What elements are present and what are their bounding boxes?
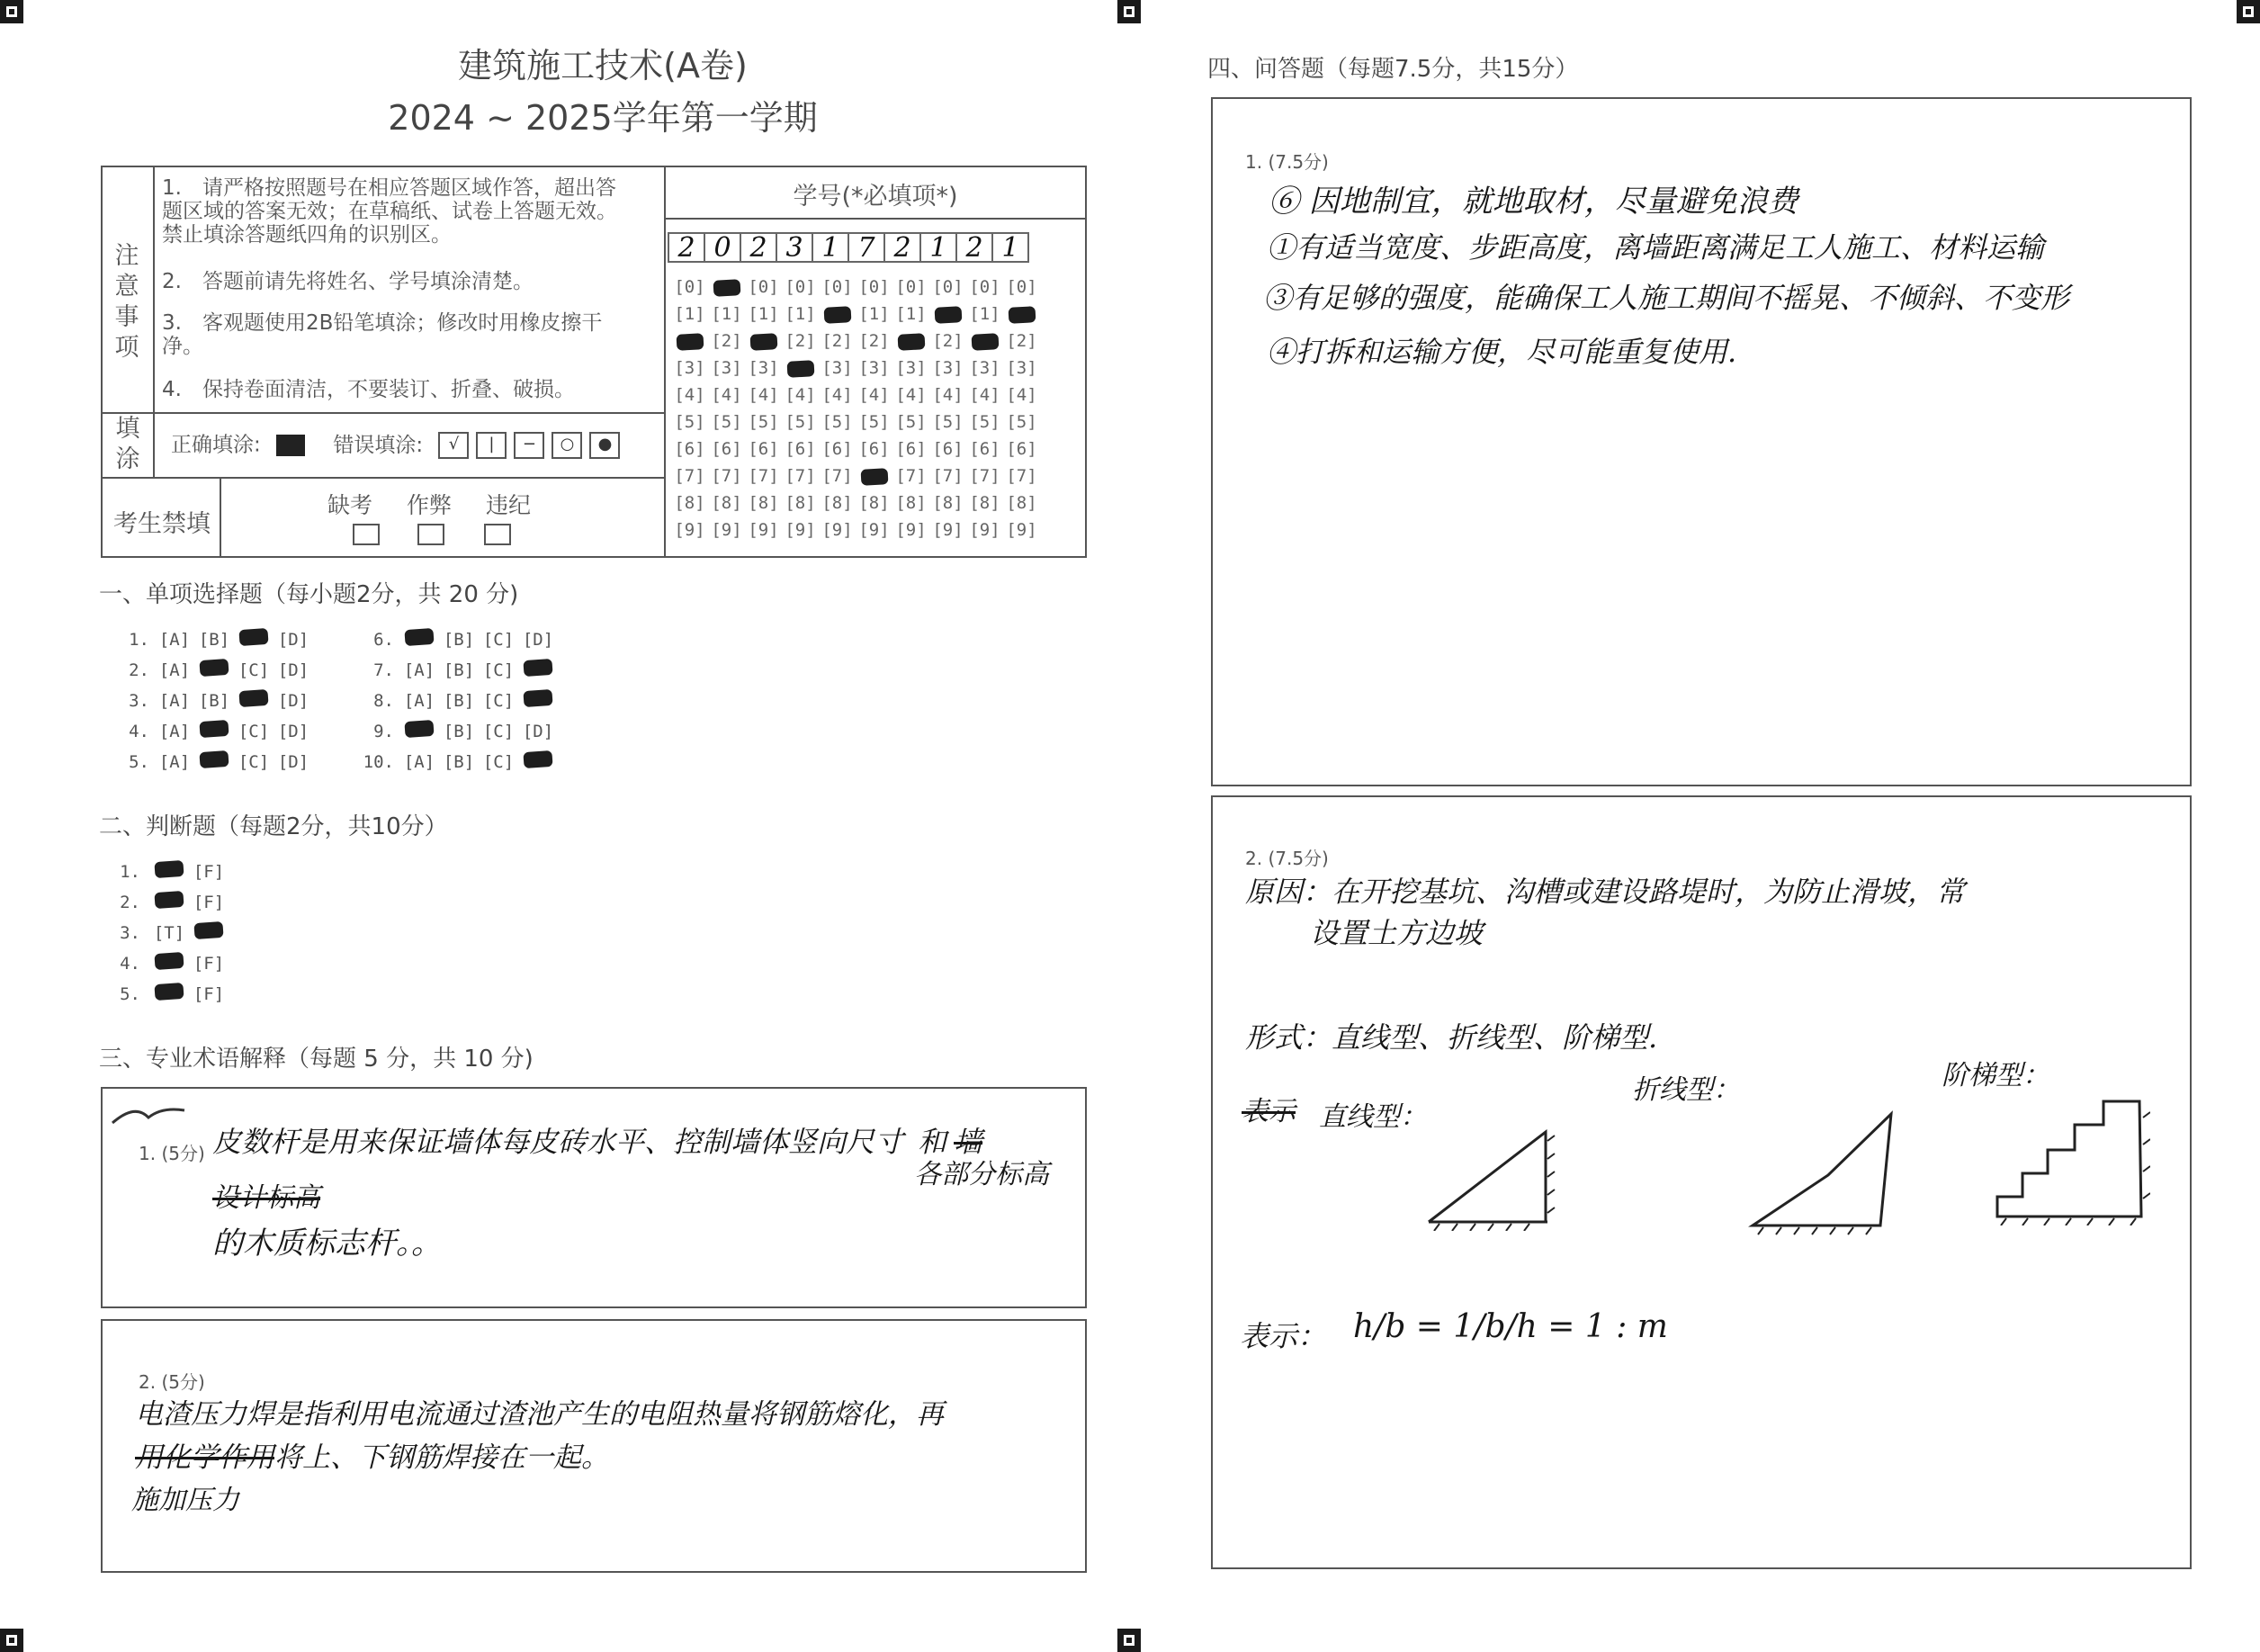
mcq-option[interactable]: [D] <box>277 722 309 741</box>
id-bubble[interactable]: [0] <box>748 277 779 297</box>
qa-q2-formula-label: 表示： <box>1240 1319 1327 1353</box>
id-bubble[interactable] <box>671 328 708 355</box>
cheat-checkbox[interactable] <box>417 524 444 545</box>
mcq-option[interactable]: [C] <box>482 722 515 741</box>
mcq-option[interactable]: [B] <box>443 630 475 650</box>
mcq-option[interactable]: [D] <box>277 752 309 772</box>
fill-label: 填涂 <box>115 415 140 473</box>
mcq-option[interactable]: [B] <box>443 722 475 741</box>
id-bubble[interactable]: [0] <box>895 277 927 297</box>
id-bubble[interactable]: [5] <box>785 412 816 432</box>
exam-only-label: 考生禁填 <box>113 510 211 538</box>
id-bubble-row <box>671 409 1040 435</box>
wrong-fill-check: √ <box>438 432 469 459</box>
qa-q2-label: 2. (7.5分) <box>1245 848 1329 869</box>
id-bubble[interactable]: [6] <box>969 439 1000 459</box>
id-bubble-row <box>671 274 1040 301</box>
id-bubble[interactable]: [4] <box>969 385 1000 405</box>
id-bubble[interactable]: [9] <box>785 520 816 540</box>
term-q1-insert: 各部分标高 <box>914 1159 1049 1190</box>
wrong-fill-label: 错误填涂: <box>333 433 424 457</box>
mcq-option[interactable]: [B] <box>443 691 475 711</box>
id-bubble[interactable]: [7] <box>969 466 1000 486</box>
qa-q1-line1: ⑥ 因地制宜，就地取材，尽量避免浪费 <box>1269 184 1798 220</box>
id-bubble[interactable]: [0] <box>932 277 964 297</box>
tf-option[interactable]: [F] <box>193 954 225 974</box>
qa-q1-label: 1. (7.5分) <box>1245 151 1329 173</box>
cheat-label: 作弊 <box>407 492 453 518</box>
id-bubble[interactable]: [4] <box>1006 385 1037 405</box>
id-bubble[interactable]: [0] <box>969 277 1000 297</box>
id-bubble[interactable]: [2] <box>821 331 853 351</box>
qa-q2-struck: 表示 <box>1242 1096 1296 1127</box>
id-bubble[interactable]: [6] <box>932 439 964 459</box>
id-bubble[interactable]: [9] <box>674 520 705 540</box>
qa-q2-formula: h/b = 1/b/h = 1 : m <box>1353 1308 1668 1345</box>
id-bubble[interactable]: [8] <box>969 493 1000 513</box>
id-bubble[interactable] <box>856 462 892 489</box>
mcq-option[interactable]: [A] <box>403 691 435 711</box>
id-bubble[interactable]: [6] <box>674 439 705 459</box>
id-digit[interactable]: 2 <box>668 232 705 263</box>
qa-q2-reason-line2: 设置土方边坡 <box>1310 916 1484 950</box>
id-bubble[interactable]: [4] <box>748 385 779 405</box>
corner-mark-top-right <box>2237 0 2260 23</box>
corner-mark-bottom-left <box>0 1629 23 1652</box>
mcq-option[interactable] <box>234 626 274 653</box>
violation-checkbox[interactable] <box>484 524 511 545</box>
absent-label: 缺考 <box>327 492 373 518</box>
mcq-option[interactable]: [D] <box>522 630 554 650</box>
id-bubble[interactable]: [0] <box>1006 277 1037 297</box>
mcq-grid <box>113 626 558 779</box>
mcq-number: 5. <box>129 752 149 772</box>
term-q2-line2: 用化学作用将上、下钢筋焊接在一起。 <box>135 1441 609 1474</box>
mcq-number: 9. <box>373 722 394 741</box>
id-bubble[interactable]: [9] <box>821 520 853 540</box>
id-bubble[interactable]: [4] <box>711 385 742 405</box>
id-bubble[interactable]: [7] <box>785 466 816 486</box>
tf-option[interactable]: [T] <box>153 923 185 943</box>
mcq-row <box>113 687 558 718</box>
tf-option[interactable] <box>189 920 229 947</box>
mcq-option[interactable]: [B] <box>443 752 475 772</box>
id-bubble[interactable]: [8] <box>1006 493 1037 513</box>
straight-slope-sketch <box>1421 1123 1556 1231</box>
id-bubble[interactable]: [2] <box>785 331 816 351</box>
id-bubble[interactable]: [7] <box>1006 466 1037 486</box>
mcq-option[interactable]: [A] <box>158 722 191 741</box>
id-bubble[interactable]: [8] <box>932 493 964 513</box>
mcq-option[interactable]: [B] <box>198 630 230 650</box>
section4-title: 四、问答题（每题7.5分，共15分） <box>1207 56 1579 83</box>
term-q2-label: 2. (5分) <box>139 1371 205 1393</box>
id-bubble[interactable]: [3] <box>821 358 853 378</box>
id-bubble[interactable]: [9] <box>858 520 890 540</box>
corner-mark-top-left <box>0 0 23 23</box>
id-bubble-row <box>671 301 1040 328</box>
tf-number: 4. <box>120 954 140 974</box>
mcq-option[interactable]: [C] <box>238 752 270 772</box>
id-bubble[interactable] <box>966 328 1003 355</box>
id-bubble[interactable]: [3] <box>895 358 927 378</box>
qa-q2-type1-label: 直线型： <box>1319 1101 1427 1133</box>
mcq-option[interactable]: [A] <box>158 752 191 772</box>
id-bubble[interactable]: [7] <box>674 466 705 486</box>
id-bubble[interactable]: [3] <box>674 358 705 378</box>
id-bubble[interactable]: [9] <box>711 520 742 540</box>
id-bubble[interactable]: [9] <box>748 520 779 540</box>
notice-label: 注意事项 <box>114 242 139 362</box>
mcq-number: 3. <box>129 691 149 711</box>
mcq-number: 10. <box>363 752 394 772</box>
mcq-option[interactable]: [D] <box>522 722 554 741</box>
mcq-option[interactable]: [A] <box>403 752 435 772</box>
id-bubble[interactable]: [1] <box>895 304 927 324</box>
qa-q2-forms: 形式：直线型、折线型、阶梯型. <box>1245 1020 1658 1055</box>
id-bubble[interactable]: [9] <box>932 520 964 540</box>
term-q1-line1: 皮数杆是用来保证墙体每皮砖水平、控制墙体竖向尺寸 和 墙 <box>212 1125 983 1159</box>
tf-row <box>113 858 229 889</box>
mcq-option[interactable] <box>234 687 274 714</box>
id-bubble[interactable]: [5] <box>711 412 742 432</box>
mcq-option[interactable] <box>194 657 234 684</box>
tf-row <box>113 981 229 1011</box>
fill-example-row <box>171 432 657 459</box>
mcq-option[interactable]: [D] <box>277 691 309 711</box>
id-bubble[interactable]: [3] <box>858 358 890 378</box>
id-bubble[interactable]: [3] <box>711 358 742 378</box>
section3-title: 三、专业术语解释（每题 5 分，共 10 分) <box>99 1046 534 1073</box>
mcq-number: 4. <box>129 722 149 741</box>
mcq-option[interactable] <box>194 718 234 745</box>
term-q2-line3: 施加压力 <box>131 1485 239 1516</box>
id-bubble[interactable]: [8] <box>748 493 779 513</box>
id-bubble[interactable]: [5] <box>1006 412 1037 432</box>
corner-mark-top-center <box>1117 0 1141 23</box>
id-bubble[interactable]: [2] <box>1006 331 1037 351</box>
term-q1-struck: 设计标高 <box>212 1182 320 1214</box>
id-bubble[interactable]: [1] <box>748 304 779 324</box>
id-bubble[interactable]: [7] <box>821 466 853 486</box>
exam-title: 建筑施工技术(A卷) <box>458 46 748 85</box>
id-bubble[interactable]: [7] <box>748 466 779 486</box>
violation-label: 违纪 <box>486 492 532 518</box>
mcq-option[interactable]: [B] <box>443 660 475 680</box>
exam-term: 2024 ~ 2025学年第一学期 <box>388 98 818 138</box>
id-bubble[interactable]: [9] <box>969 520 1000 540</box>
tf-option[interactable]: [F] <box>193 984 225 1004</box>
id-bubble[interactable]: [1] <box>785 304 816 324</box>
id-bubble-row <box>671 516 1040 543</box>
id-bubble[interactable]: [3] <box>1006 358 1037 378</box>
section1-title: 一、单项选择题（每小题2分，共 20 分) <box>99 581 519 608</box>
tf-row <box>113 920 229 950</box>
term-q1-line2: 的木质标志杆。。 <box>212 1226 442 1261</box>
mcq-option[interactable]: [C] <box>482 660 515 680</box>
mcq-row <box>113 657 558 687</box>
id-bubble-row <box>671 489 1040 516</box>
id-bubble[interactable] <box>782 355 819 382</box>
id-digit[interactable]: 1 <box>919 232 957 263</box>
mcq-option[interactable]: [C] <box>238 722 270 741</box>
id-bubble[interactable]: [8] <box>821 493 853 513</box>
tf-number: 1. <box>120 862 140 882</box>
mcq-number: 1. <box>129 630 149 650</box>
mcq-row <box>113 718 558 749</box>
id-bubble[interactable]: [6] <box>711 439 742 459</box>
wrong-fill-dash: − <box>514 432 544 459</box>
qa-q1-line4: ④打拆和运输方便，尽可能重复使用. <box>1267 335 1737 369</box>
mcq-option[interactable]: [A] <box>158 630 191 650</box>
qa-q1-line3: ③有足够的强度，能确保工人施工期间不摇晃、不倾斜、不变形 <box>1263 281 2070 315</box>
mcq-number: 7. <box>373 660 394 680</box>
id-bubble[interactable]: [7] <box>711 466 742 486</box>
id-bubble[interactable]: [7] <box>932 466 964 486</box>
id-bubble[interactable]: [8] <box>674 493 705 513</box>
mcq-row <box>113 749 558 779</box>
id-bubble[interactable]: [5] <box>969 412 1000 432</box>
id-bubble[interactable] <box>745 328 782 355</box>
id-bubble[interactable]: [4] <box>785 385 816 405</box>
student-id-digits <box>668 232 1027 263</box>
id-bubble[interactable]: [3] <box>969 358 1000 378</box>
qa-q1-line2: ①有适当宽度、步距高度，离墙距离满足工人施工、材料运输 <box>1267 230 2045 265</box>
mcq-option[interactable]: [C] <box>482 630 515 650</box>
id-bubble[interactable]: [6] <box>785 439 816 459</box>
id-digit[interactable]: 7 <box>848 232 885 263</box>
mcq-option[interactable]: [A] <box>158 660 191 680</box>
id-bubble[interactable]: [0] <box>785 277 816 297</box>
id-bubble[interactable]: [6] <box>858 439 890 459</box>
id-bubble[interactable]: [3] <box>932 358 964 378</box>
term-q1-label: 1. (5分) <box>139 1143 205 1164</box>
id-bubble[interactable] <box>892 328 929 355</box>
mcq-option[interactable]: [C] <box>238 660 270 680</box>
mcq-number: 8. <box>373 691 394 711</box>
mcq-option[interactable] <box>399 718 439 745</box>
tf-option[interactable] <box>149 950 189 977</box>
mcq-option[interactable]: [C] <box>482 752 515 772</box>
id-bubble[interactable]: [6] <box>1006 439 1037 459</box>
id-bubble[interactable]: [1] <box>969 304 1000 324</box>
id-bubble[interactable]: [0] <box>674 277 705 297</box>
correct-fill-sample <box>276 435 305 456</box>
stepped-slope-sketch <box>1988 1091 2150 1226</box>
student-id-bubble-grid <box>671 274 1040 543</box>
mcq-number: 2. <box>129 660 149 680</box>
tf-option[interactable] <box>149 858 189 885</box>
notice-item-1: 1. 请严格按照题号在相应答题区域作答，超出答题区域的答案无效；在草稿纸、试卷上答题无效。禁止填涂答题纸四角的识别区。 <box>162 176 617 247</box>
id-bubble[interactable]: [4] <box>674 385 705 405</box>
id-digit[interactable]: 1 <box>991 232 1029 263</box>
id-bubble[interactable]: [4] <box>895 385 927 405</box>
bird-scribble <box>108 1098 189 1130</box>
id-bubble-row <box>671 435 1040 462</box>
mcq-number: 6. <box>373 630 394 650</box>
mcq-option[interactable]: [A] <box>403 660 435 680</box>
id-bubble[interactable]: [1] <box>711 304 742 324</box>
tf-number: 3. <box>120 923 140 943</box>
tf-grid <box>113 858 229 1011</box>
id-bubble[interactable]: [9] <box>1006 520 1037 540</box>
correct-fill-label: 正确填涂: <box>171 433 261 457</box>
notice-item-3: 3. 客观题使用2B铅笔填涂；修改时用橡皮擦干净。 <box>162 311 603 358</box>
id-digit[interactable]: 3 <box>776 232 813 263</box>
id-bubble[interactable]: [6] <box>895 439 927 459</box>
mcq-option[interactable]: [B] <box>198 691 230 711</box>
tf-option[interactable] <box>149 981 189 1008</box>
broken-slope-sketch <box>1745 1110 1898 1236</box>
mcq-option[interactable]: [C] <box>482 691 515 711</box>
id-bubble[interactable]: [2] <box>711 331 742 351</box>
id-bubble[interactable]: [5] <box>821 412 853 432</box>
id-bubble[interactable]: [1] <box>858 304 890 324</box>
section2-title: 二、判断题（每题2分，共10分） <box>99 813 448 840</box>
id-bubble[interactable]: [8] <box>858 493 890 513</box>
id-bubble[interactable]: [1] <box>674 304 705 324</box>
id-bubble[interactable]: [2] <box>932 331 964 351</box>
tf-option[interactable]: [F] <box>193 893 225 912</box>
id-bubble[interactable]: [5] <box>748 412 779 432</box>
id-bubble[interactable]: [8] <box>711 493 742 513</box>
tf-number: 2. <box>120 893 140 912</box>
id-bubble[interactable]: [9] <box>895 520 927 540</box>
id-digit[interactable]: 2 <box>883 232 921 263</box>
id-digit[interactable]: 2 <box>955 232 993 263</box>
mcq-option[interactable] <box>518 687 558 714</box>
id-bubble[interactable]: [5] <box>895 412 927 432</box>
id-digit[interactable]: 1 <box>812 232 849 263</box>
id-bubble[interactable]: [0] <box>821 277 853 297</box>
tf-row <box>113 889 229 920</box>
term-q2-line1: 电渣压力焊是指利用电流通过渣池产生的电阻热量将钢筋熔化，再 <box>135 1398 944 1431</box>
id-bubble[interactable] <box>929 301 966 328</box>
notice-item-2: 2. 答题前请先将姓名、学号填涂清楚。 <box>162 270 534 293</box>
id-bubble[interactable] <box>1003 301 1040 328</box>
tf-option[interactable]: [F] <box>193 862 225 882</box>
id-bubble[interactable]: [5] <box>674 412 705 432</box>
wrong-fill-bar: | <box>476 432 507 459</box>
id-digit[interactable]: 0 <box>704 232 741 263</box>
id-bubble[interactable]: [6] <box>821 439 853 459</box>
mcq-option[interactable] <box>518 749 558 776</box>
mcq-option[interactable]: [D] <box>277 660 309 680</box>
id-bubble[interactable] <box>819 301 856 328</box>
wrong-fill-dot: ● <box>589 432 620 459</box>
mcq-option[interactable] <box>518 657 558 684</box>
tf-number: 5. <box>120 984 140 1004</box>
student-id-label: 学号(*必填项*) <box>793 183 958 211</box>
id-bubble[interactable]: [8] <box>785 493 816 513</box>
tf-option[interactable] <box>149 889 189 916</box>
notice-item-4: 4. 保持卷面清洁，不要装订、折叠、破损。 <box>162 378 575 401</box>
qa-q2-type3-label: 阶梯型： <box>1942 1060 2049 1091</box>
mcq-row <box>113 626 558 657</box>
id-bubble[interactable]: [0] <box>858 277 890 297</box>
id-bubble[interactable]: [2] <box>858 331 890 351</box>
absent-checkbox[interactable] <box>353 524 380 545</box>
id-bubble[interactable]: [6] <box>748 439 779 459</box>
wrong-fill-circle: ○ <box>552 432 582 459</box>
corner-mark-bottom-center <box>1117 1629 1141 1652</box>
id-bubble-row <box>671 462 1040 489</box>
id-bubble[interactable]: [4] <box>821 385 853 405</box>
id-bubble[interactable]: [4] <box>932 385 964 405</box>
mcq-option[interactable] <box>399 626 439 653</box>
id-bubble-row <box>671 355 1040 382</box>
tf-row <box>113 950 229 981</box>
id-bubble[interactable]: [8] <box>895 493 927 513</box>
qa-q2-reason-line1: 原因：在开挖基坑、沟槽或建设路堤时，为防止滑坡，常 <box>1245 875 1966 909</box>
id-bubble[interactable]: [4] <box>858 385 890 405</box>
id-bubble[interactable]: [5] <box>858 412 890 432</box>
mcq-option[interactable]: [D] <box>277 630 309 650</box>
id-bubble[interactable]: [7] <box>895 466 927 486</box>
mcq-option[interactable]: [A] <box>158 691 191 711</box>
id-digit[interactable]: 2 <box>740 232 777 263</box>
id-bubble-row <box>671 328 1040 355</box>
qa-q2-type2-label: 折线型： <box>1632 1074 1740 1106</box>
id-bubble[interactable] <box>708 274 745 301</box>
id-bubble[interactable]: [3] <box>748 358 779 378</box>
id-bubble-row <box>671 382 1040 409</box>
mcq-option[interactable] <box>194 749 234 776</box>
id-bubble[interactable]: [5] <box>932 412 964 432</box>
